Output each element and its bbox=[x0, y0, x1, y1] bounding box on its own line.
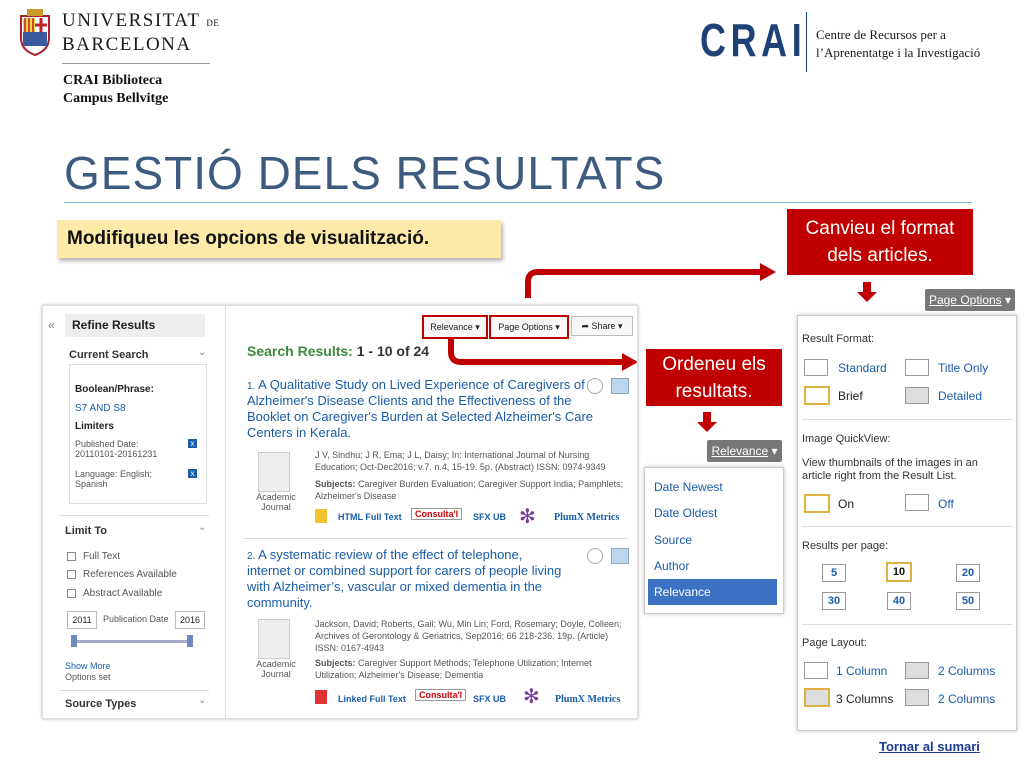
pdf-icon bbox=[315, 690, 327, 704]
sidebar-divider bbox=[59, 515, 209, 516]
sort-date-newest[interactable]: Date Newest bbox=[654, 480, 723, 494]
back-to-summary-link[interactable]: Tornar al sumari bbox=[879, 739, 980, 754]
format-down-arrowhead bbox=[857, 292, 877, 302]
results-heading-prefix: Search Results: bbox=[247, 343, 353, 359]
share-icon: ➦ bbox=[581, 321, 589, 331]
sort-relevance-selected[interactable]: Relevance bbox=[648, 579, 777, 605]
academic-journal-icon bbox=[258, 452, 290, 492]
limit-checkbox-fulltext[interactable] bbox=[67, 551, 120, 562]
per-page-10[interactable]: 10 bbox=[886, 562, 912, 582]
results-range: 1 - 10 of 24 bbox=[356, 343, 430, 359]
format-standard-option[interactable]: Standard bbox=[838, 361, 887, 375]
layout-2-columns-alt-option[interactable]: 2 Columns bbox=[938, 692, 996, 706]
subjects-text: Caregiver Burden Evaluation; Caregiver Support India; Pamphlets; Alzheimer's Disease bbox=[315, 479, 624, 501]
add-to-folder-icon[interactable] bbox=[611, 378, 629, 394]
date-from-input[interactable]: 2011 bbox=[67, 611, 97, 629]
per-page-50[interactable]: 50 bbox=[956, 592, 980, 610]
academic-journal-icon bbox=[258, 619, 290, 659]
result-number: 2. bbox=[247, 551, 256, 562]
options-set-link[interactable]: Options set bbox=[65, 672, 111, 682]
consulta-button[interactable]: Consulta'l bbox=[411, 508, 462, 520]
result-title-link[interactable]: A Qualitative Study on Lived Experience of Caregivers of Alzheimer's Disease Clients and the Effectiveness of the Booklet on Caregiver's Burden at Selected Alzheimer's Care Centers in Kerala. bbox=[247, 377, 594, 440]
current-search-chevron-icon[interactable]: ⌄ bbox=[198, 347, 207, 358]
search-results-heading bbox=[247, 343, 429, 359]
layout-2-columns-option[interactable]: 2 Columns bbox=[938, 664, 996, 678]
format-detailed-option[interactable]: Detailed bbox=[938, 389, 983, 403]
quickview-on-option[interactable]: On bbox=[838, 497, 855, 511]
plumx-icon: ✻ bbox=[523, 686, 540, 708]
panel-divider bbox=[802, 624, 1012, 625]
page-options-panel bbox=[797, 315, 1017, 731]
quickview-off-icon[interactable] bbox=[905, 494, 929, 511]
result-subjects bbox=[315, 657, 633, 681]
plumx-icon: ✻ bbox=[519, 506, 536, 528]
language-limiter: Language: English; Spanish bbox=[75, 469, 153, 489]
detailed-format-icon[interactable] bbox=[905, 387, 929, 404]
panel-divider bbox=[802, 526, 1012, 527]
search-results-screenshot bbox=[42, 305, 638, 719]
per-page-5[interactable]: 5 bbox=[822, 564, 846, 582]
result-subjects bbox=[315, 478, 633, 502]
sidebar-divider bbox=[59, 690, 209, 691]
crai-logo: CRAI bbox=[700, 14, 807, 66]
date-slider-track[interactable] bbox=[73, 640, 191, 643]
crai-desc-line1: Centre de Recursos per a bbox=[816, 27, 946, 42]
preview-magnifier-icon[interactable] bbox=[587, 378, 603, 394]
published-date-limiter: Published Date: 20110101-20161231 bbox=[75, 439, 158, 459]
sort-author[interactable]: Author bbox=[654, 559, 690, 573]
standard-format-icon[interactable] bbox=[804, 359, 828, 376]
format-callout: Canvieu el format dels articles. bbox=[787, 209, 973, 275]
campus-name: Campus Bellvitge bbox=[63, 91, 169, 106]
sort-callout: Ordeneu els resultats. bbox=[646, 349, 782, 406]
checkbox-label: References Available bbox=[83, 569, 177, 580]
plumx-metrics-link[interactable]: PlumX Metrics bbox=[554, 512, 620, 523]
page-options-dropdown-button[interactable]: Page Options ▾ bbox=[925, 289, 1015, 311]
format-title-only-option[interactable]: Title Only bbox=[938, 361, 989, 375]
limiters-label: Limiters bbox=[75, 421, 114, 432]
three-columns-layout-icon[interactable] bbox=[804, 688, 830, 707]
boolean-value-link[interactable]: S7 AND S8 bbox=[75, 403, 126, 414]
sort-date-oldest[interactable]: Date Oldest bbox=[654, 506, 718, 520]
brief-format-icon[interactable] bbox=[804, 386, 830, 405]
remove-date-limiter-icon[interactable]: x bbox=[188, 439, 197, 448]
date-slider-handle-left[interactable] bbox=[71, 635, 77, 647]
per-page-30[interactable]: 30 bbox=[822, 592, 846, 610]
crai-desc-line2: l’Aprenentatge i la Investigació bbox=[816, 45, 981, 60]
source-types-header[interactable]: Source Types bbox=[65, 698, 137, 710]
date-slider-handle-right[interactable] bbox=[187, 635, 193, 647]
result-format-header: Result Format: bbox=[802, 333, 875, 345]
page-options-button-label: Page Options bbox=[928, 293, 1002, 307]
slide-title: GESTIÓ DELS RESULTATS bbox=[64, 147, 666, 199]
library-name: CRAI Biblioteca bbox=[63, 73, 163, 88]
quickview-on-icon[interactable] bbox=[804, 494, 830, 513]
result-citation: Jackson, David; Roberts, Gail; Wu, Min Lin; Ford, Rosemary; Doyle, Colleen; Archives of Gerontology & Geriatrics, Sep2016; 66 218-236. 19p. (Article) ISSN: 0167-4943 bbox=[315, 619, 622, 653]
source-types-chevron-icon[interactable]: ⌄ bbox=[198, 695, 207, 706]
result-citation: J V, Sindhu; J R, Ema; J L, Daisy; In: International Journal of Nursing Education; Oct-Dec2016; v.7. n.4, 15-19. 5p. (Abstract) ISSN: 0974-9349 bbox=[315, 450, 606, 472]
result-type: Academic Journal bbox=[256, 659, 296, 679]
collapse-sidebar-button[interactable]: « bbox=[48, 318, 55, 332]
per-page-20[interactable]: 20 bbox=[956, 564, 980, 582]
results-per-page-header: Results per page: bbox=[802, 540, 889, 552]
publication-date-label: Publication Date bbox=[103, 614, 169, 624]
quickview-off-option[interactable]: Off bbox=[938, 497, 954, 511]
format-brief-option[interactable]: Brief bbox=[838, 389, 863, 403]
result-divider bbox=[243, 538, 628, 539]
limit-to-header[interactable]: Limit To bbox=[65, 525, 107, 537]
refine-results-header: Refine Results bbox=[65, 314, 205, 337]
plumx-metrics-link[interactable]: PlumX Metrics bbox=[555, 694, 621, 705]
linked-fulltext-link[interactable]: Linked Full Text bbox=[338, 694, 406, 704]
date-to-input[interactable]: 2016 bbox=[175, 611, 205, 629]
consulta-button[interactable]: Consulta'l bbox=[415, 689, 466, 701]
result-number: 1. bbox=[247, 381, 256, 392]
title-only-format-icon[interactable] bbox=[905, 359, 929, 376]
two-columns-alt-layout-icon[interactable] bbox=[905, 689, 929, 706]
sort-down-arrowhead bbox=[697, 422, 717, 432]
subjects-label: Subjects: bbox=[315, 479, 356, 489]
relevance-menu bbox=[644, 467, 784, 614]
layout-1-column-option[interactable]: 1 Column bbox=[836, 664, 888, 678]
university-line2: BARCELONA bbox=[62, 34, 192, 55]
sort-down-arrow-stem bbox=[703, 412, 711, 422]
remove-language-limiter-icon[interactable]: x bbox=[188, 469, 197, 478]
boolean-label: Boolean/Phrase: bbox=[75, 384, 154, 395]
share-button[interactable]: ➦ Share ▾ bbox=[571, 316, 633, 336]
university-line1: UNIVERSITAT bbox=[62, 10, 201, 31]
relevance-dropdown-button[interactable]: Relevance ▾ bbox=[707, 440, 782, 462]
image-quickview-header: Image QuickView: bbox=[802, 433, 891, 445]
sfx-ub-link[interactable]: SFX UB bbox=[473, 512, 507, 522]
per-page-40[interactable]: 40 bbox=[887, 592, 911, 610]
limit-checkbox-abstract[interactable] bbox=[67, 588, 162, 599]
result-item bbox=[247, 547, 567, 611]
subjects-label: Subjects: bbox=[315, 658, 356, 668]
page-options-arrowhead bbox=[760, 263, 776, 281]
two-columns-layout-icon[interactable] bbox=[905, 662, 929, 679]
page-options-label: Page Options bbox=[498, 322, 553, 332]
relevance-sort-button[interactable]: Relevance ▾ bbox=[422, 315, 488, 339]
university-de: DE bbox=[206, 18, 220, 28]
html-fulltext-link[interactable]: HTML Full Text bbox=[338, 512, 402, 522]
result-type: Academic Journal bbox=[256, 492, 296, 512]
refine-sidebar bbox=[43, 306, 226, 718]
quickview-description: View thumbnails of the images in an article right from the Result List. bbox=[802, 457, 978, 482]
sfx-ub-link[interactable]: SFX UB bbox=[473, 694, 507, 704]
relevance-button-label: Relevance bbox=[711, 444, 769, 458]
checkbox-label: Full Text bbox=[83, 551, 121, 562]
share-label: Share bbox=[591, 321, 616, 331]
subjects-text: Caregiver Support Methods; Telephone Utilization; Internet Utilization; Alzheimer's Disease; Dementia bbox=[315, 658, 592, 680]
sort-source[interactable]: Source bbox=[654, 533, 693, 547]
one-column-layout-icon[interactable] bbox=[804, 662, 828, 679]
html-fulltext-icon bbox=[315, 509, 327, 523]
result-title-link[interactable]: A systematic review of the effect of telephone, internet or combined support for carers of people living with Alzheimer’s, vascular or mixed dementia in the community. bbox=[247, 547, 562, 610]
layout-3-columns-option[interactable]: 3 Columns bbox=[836, 692, 894, 706]
page-options-button[interactable]: Page Options ▾ bbox=[489, 315, 569, 339]
page-options-arrow bbox=[528, 272, 760, 298]
limit-to-chevron-icon[interactable]: ⌄ bbox=[198, 522, 207, 533]
current-search-header[interactable]: Current Search bbox=[69, 349, 149, 361]
limit-checkbox-references[interactable] bbox=[67, 569, 177, 580]
relevance-label: Relevance bbox=[430, 322, 473, 332]
show-more-link[interactable]: Show More bbox=[65, 661, 111, 671]
instruction-callout: Modifiqueu les opcions de visualització. bbox=[57, 220, 501, 258]
result-item bbox=[247, 377, 597, 441]
panel-divider bbox=[802, 419, 1012, 420]
preview-magnifier-icon[interactable] bbox=[587, 548, 603, 564]
page-layout-header: Page Layout: bbox=[802, 637, 867, 649]
add-to-folder-icon[interactable] bbox=[611, 548, 629, 564]
format-down-arrow-stem bbox=[863, 282, 871, 292]
checkbox-label: Abstract Available bbox=[83, 588, 163, 599]
